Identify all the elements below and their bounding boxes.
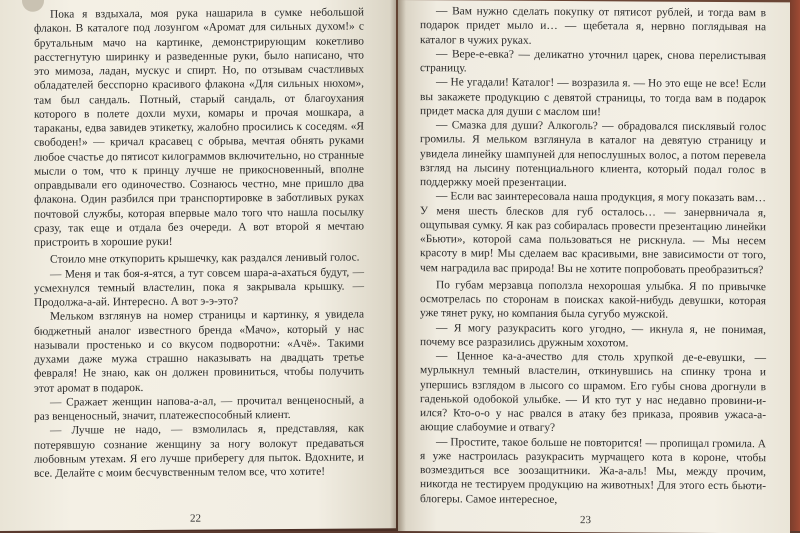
book-gutter	[390, 0, 406, 531]
paragraph: Пока я вздыхала, моя рука нашарила в сумке небольшой флакон. В каталоге под лозунгом «Аромат для сильных духом!» с брутальным мачо на картинке, демонстрирующим кокетливо расстегнутую ширинку и разведенные руки, было написано, что это мимоза, ладан, мускус и спирт. Но, по отзывам счастливых обладателей бесспорно красивого флакона «Для сильных нюхом», там был сандаль. Потный, старый сандаль, от благоухания которого в полете дохли мухи, комары и прочая мошкара, а тараканы, едва завидев этикетку, жалобно просились к соседям. «Я свободен!» — кричал красавец с обрыва, мечтая обнять руками любое счастье до пятисот килограммов включительно, но странные мысли о том, что к принцу лучше не прикосновенный, вполне оправдывали его одиночество. Сознаюсь честно, мне пришло два флакона. Один разбился при транспортировке в заботливых руках почтовой службы, которая впервые мало того что нашла посылку сразу, так еще и отдала без очереди. А вот второй я мечтаю пристроить в хорошие руки!	[34, 6, 364, 249]
paragraph: — Смазка для души? Алкоголь? — обрадовался писклявый голос громилы. Я мельком взглянула в каталог на девятую страницу и увидела линейку шампуней для непослушных волос, а потом перевела взгляд на лысину потенциального клиента, который подал голос в поддержку моей презентации.	[420, 119, 766, 190]
paragraph: — Ценное ка-а-ачество для столь хрупкой де-е-евушки, — мурлыкнул темный властелин, откинувшись на спинку трона и упершись взглядом в лысого со шрамом. Его губы снова дрогнули в гаденькой одобокой улыбке. — И кто тут у нас недавно провини-и-ился? Кто-о-о у нас рвался в атаку без приказа, проявив ужаса-а-ающие слабоумие и отвагу?	[420, 350, 766, 435]
paragraph: — Если вас заинтересовала наша продукция, я могу показать вам… У меня шесть блесков для губ осталось… — занервничала я, ощупывая сумку. Я как раз собиралась провести презентацию линейки «Бьюти», которой сама пользоваться не рискнула. — Мы несем красоту в мир! Мы сделаем вас красивыми, вне зависимости от того, чем наградила вас природа! Вы не хотите попробовать преобразиться?	[420, 190, 766, 276]
page-number: 23	[580, 514, 591, 527]
left-page-text	[34, 5, 364, 481]
paragraph: — Не угадали! Каталог! — возразила я. — Но это еще не все! Если вы закажете продукцию с девятой страницы, то тогда вам в подарок придет маска для души с маслом ши!	[420, 76, 766, 118]
paragraph: — Простите, такое больше не повторится! — пропищал громила. А я уже настроилась разукрасить мурчащего кота в короне, чтобы возмездиться все зоозащитники. Жа-а-аль! Мы, между прочим, никогда не тестируем продукцию на животных! Для этого есть бьюти-блогеры. Самое интересное,	[420, 435, 766, 506]
paragraph: — Меня и так боя-я-ятся, а тут совсем шара-а-ахаться будут, — усмехнулся темный властелин, пока я закрывала крышку. — Продолжа-а-ай. Интересно. А вот э-э-это?	[34, 265, 364, 309]
paragraph: — Вере-е-евка? — деликатно уточнил царек, снова перелистывая страницу.	[420, 47, 766, 75]
paragraph: — Сражает женщин напова-а-ал, — прочитал венценосный, а раз венценосный, значит, платежеспособный клиент.	[34, 394, 364, 423]
paragraph: — Я могу разукрасить кого угодно, — икнула я, не понимая, почему все разразились дружным хохотом.	[420, 321, 766, 350]
paragraph: — Лучше не надо, — взмолилась я, представляя, как потерявшую сознание женщину за ногу волокут предаваться любовным утехам. Я его лучше приберегу для пыток. Вдохните, и все. Делайте с моим бесчувственным телом все, что хотите!	[34, 422, 364, 480]
left-page	[0, 0, 396, 531]
paragraph: Стоило мне откупорить крышечку, как раздался ленивый голос.	[50, 251, 360, 266]
page-number: 22	[190, 512, 201, 525]
paragraph: — Вам нужно сделать покупку от пятисот рублей, и тогда вам в подарок придет мыло и… — щебетала я, нервно поглядывая на каталог в чужих руках.	[420, 5, 766, 47]
right-page	[398, 0, 790, 533]
paragraph: Мельком взглянув на номер страницы и картинку, я увидела бюджетный аналог известного бренда «Мачо», который у нас называли простенько и со вкусом подворотни: «Ачё». Такими духами даже мужа страшно наказывать на двадцать третье февраля! Не знаю, как он должен провиниться, чтобы получить этот аромат в подарок.	[34, 308, 364, 395]
right-page-text	[420, 4, 766, 508]
paragraph: По губам мерзавца поползла нехорошая улыбка. Я по привычке осмотрелась по сторонам в поисках какой-нибудь девушки, которая уже тянет руку, но компания была сугубо мужской.	[420, 278, 766, 321]
book-cover-edge	[790, 0, 800, 531]
